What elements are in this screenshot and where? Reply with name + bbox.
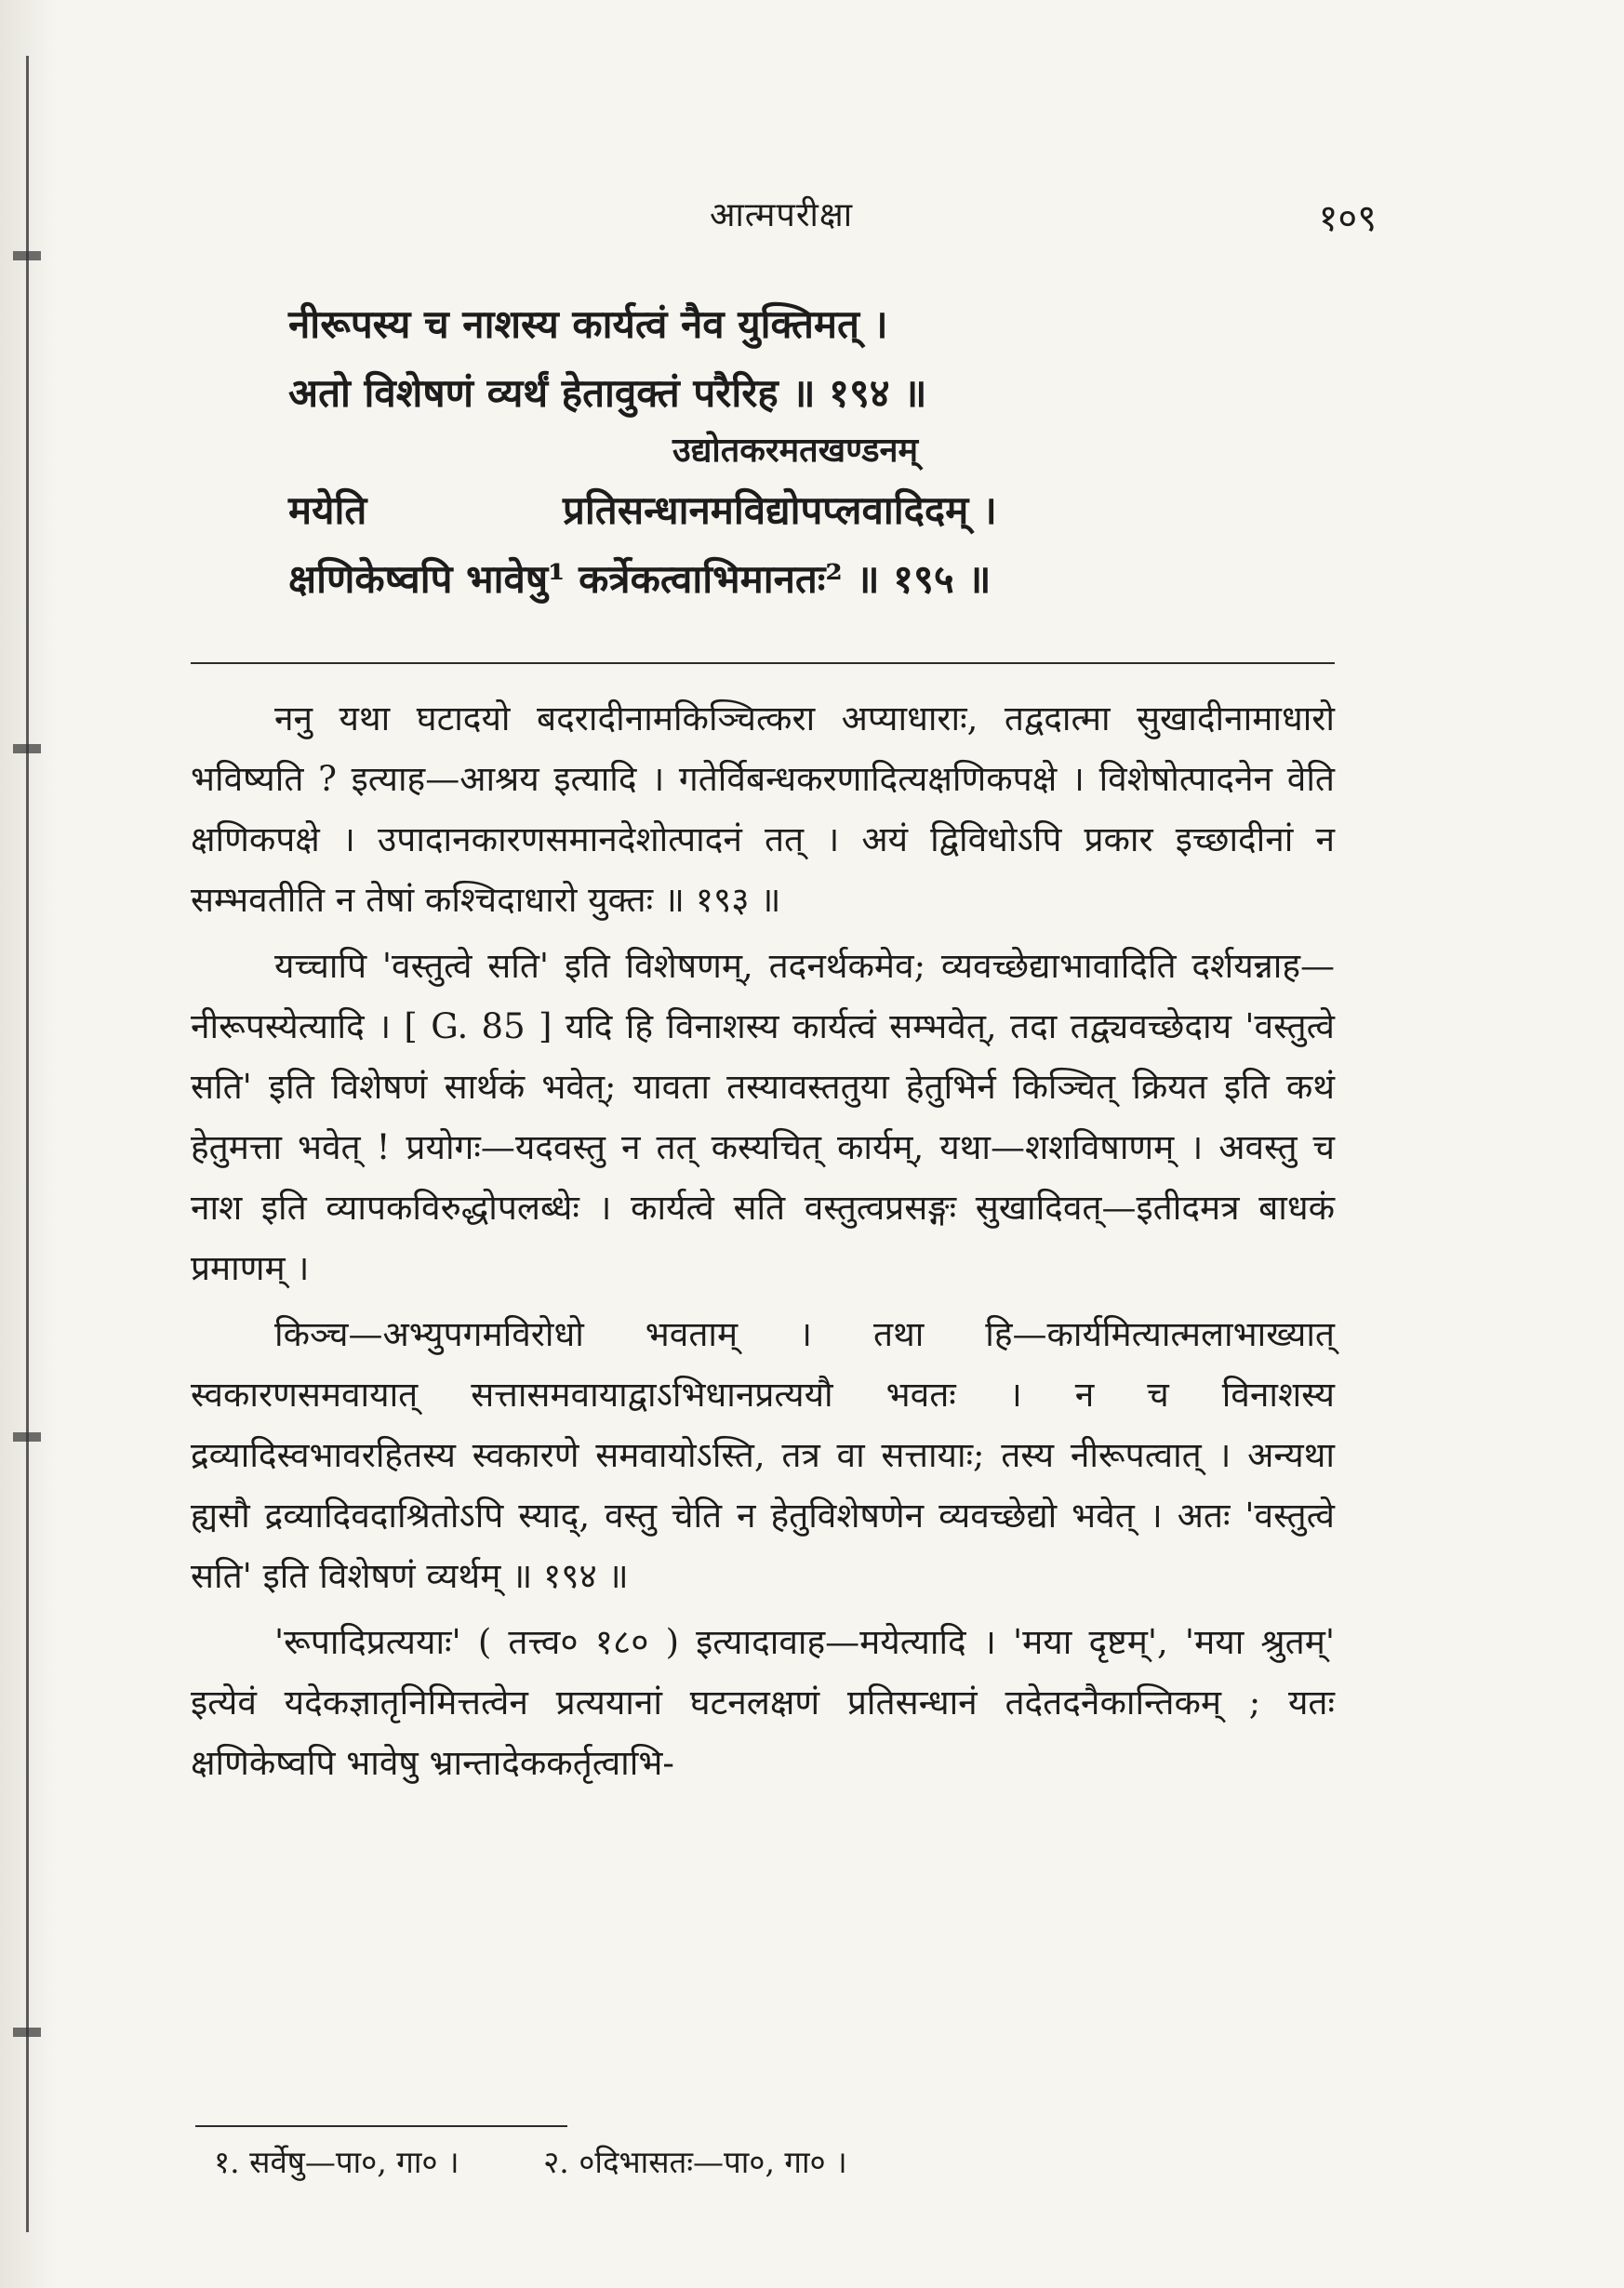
footnote: २. ०दिभासतः—पा०, गा० । [543, 2144, 847, 2180]
verse-line: नीरूपस्य च नाशस्य कार्यत्वं नैव युक्तिमत् । [288, 301, 888, 347]
binding-mark [13, 744, 41, 753]
verse-divider-rule [191, 662, 1335, 664]
commentary-paragraph: यच्चापि 'वस्तुत्वे सति' इति विशेषणम्, तदनर्थकमेव; व्यवच्छेद्याभावादिति दर्शयन्नाह—नीरूपस्येत्यादि । [ G. 85 ] यदि हि विनाशस्य कार्यत्वं सम्भवेत्, तदा तद्व्यवच्छेदाय 'वस्तुत्वे सति' इति विशेषणं सार्थकं भवेत्; यावता तस्यावस्ततुया हेतुभिर्न किञ्चित् क्रियत इति कथं हेतुमत्ता भवेत् ! प्रयोगः—यदवस्तु न तत् कस्यचित् कार्यम्, यथा—शशविषाणम् । अवस्तु च नाश इति व्यापकविरुद्धोपलब्धेः । कार्यत्वे सति वस्तुत्वप्रसङ्गः सुखादिवत्—इतीदमत्र बाधकं प्रमाणम् । [191, 946, 1335, 1288]
binding-mark [13, 2028, 41, 2037]
footnote: १. सर्वेषु—पा०, गा० । [214, 2144, 459, 2180]
commentary-paragraph: 'रूपादिप्रत्ययाः' ( तत्त्व० १८० ) इत्यादावाह—मयेत्यादि । 'मया दृष्टम्', 'मया श्रुतम्' इत्येवं यदेकज्ञातृनिमित्तत्वेन प्रत्ययानां घटनलक्षणं प्रतिसन्धानं तदेतदनैकान्तिकम् ; यतः क्षणिकेष्वपि भावेषु भ्रान्तादेककर्तृत्वाभि- [191, 1622, 1335, 1783]
verse-line-start: मयेति [288, 487, 367, 533]
running-title: आत्मपरीक्षा [709, 196, 854, 234]
footnotes [214, 2139, 1237, 2186]
verse-line-end: प्रतिसन्धानमविद्योपप्लवादिदम् । [563, 487, 997, 533]
page-number: १०९ [1318, 197, 1377, 240]
binding-line [26, 56, 29, 2232]
verse-line: अतो विशेषणं व्यर्थं हेतावुक्तं परैरिह ॥ १९४ ॥ [288, 370, 927, 416]
page-header [186, 191, 1377, 246]
binding-mark [13, 1432, 41, 1442]
section-subheading: उद्योतकरमतखण्डनम् [672, 431, 918, 470]
verse-block [288, 290, 1339, 614]
footnote-rule [195, 2125, 567, 2127]
book-binding-edge [0, 0, 56, 2288]
commentary-text [191, 688, 1335, 1799]
binding-mark [13, 251, 41, 260]
commentary-paragraph: किञ्च—अभ्युपगमविरोधो भवताम् । तथा हि—कार्यमित्यात्मलाभाख्यात् स्वकारणसमवायात् सत्तासमवायाद्वाऽभिधानप्रत्ययौ भवतः । न च विनाशस्य द्रव्यादिस्वभावरहितस्य स्वकारणे समवायोऽस्ति, तत्र वा सत्तायाः; तस्य नीरूपत्वात् । अन्यथा ह्यसौ द्रव्यादिवदाश्रितोऽपि स्याद्, वस्तु चेति न हेतुविशेषणेन व्यवच्छेद्यो भवेत् । अतः 'वस्तुत्वे सति' इति विशेषणं व्यर्थम् ॥ १९४ ॥ [191, 1314, 1335, 1596]
commentary-paragraph: ननु यथा घटादयो बदरादीनामकिञ्चित्करा अप्याधाराः, तद्वदात्मा सुखादीनामाधारो भविष्यति ? इत्याह—आश्रय इत्यादि । गतेर्विबन्धकरणादित्यक्षणिकपक्षे । विशेषोत्पादनेन वेति क्षणिकपक्षे । उपादानकारणसमानदेशोत्पादनं तत् । अयं द्विविधोऽपि प्रकार इच्छादीनां न सम्भवतीति न तेषां कश्चिदाधारो युक्तः ॥ १९३ ॥ [191, 698, 1335, 920]
verse-line [288, 476, 1339, 545]
verse-line: क्षणिकेष्वपि भावेषु¹ कर्त्रेकत्वाभिमानतः² ॥ १९५ ॥ [288, 556, 992, 602]
